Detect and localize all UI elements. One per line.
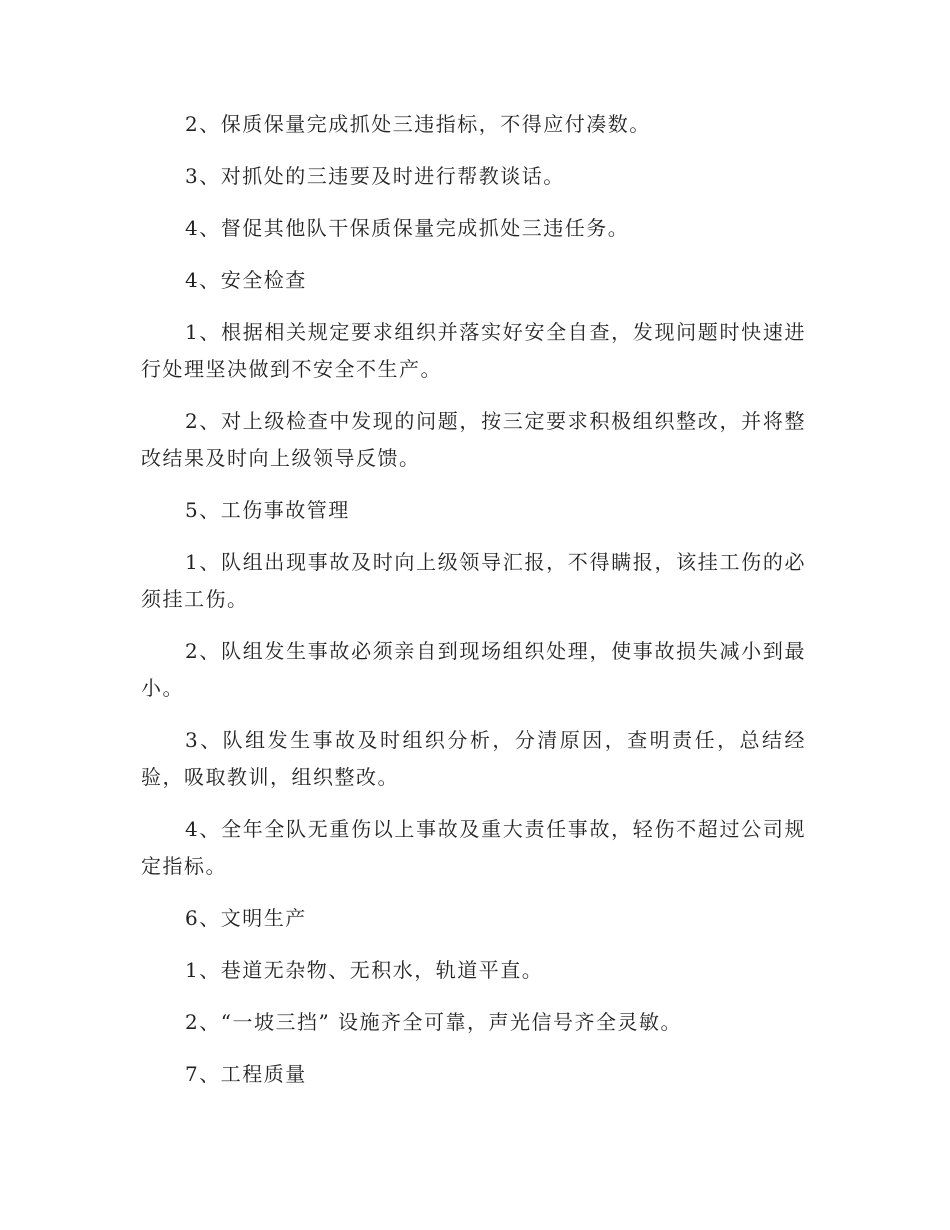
paragraph-9: 2、队组发生事故必须亲自到现场组织处理，使事故损失减小到最小。 <box>141 639 806 700</box>
paragraph-6: 2、对上级检查中发现的问题，按三定要求积极组织整改，并将整改结果及时向上级领导反馈。 <box>141 409 806 470</box>
section-heading-engineering-quality: 7、工程质量 <box>185 1062 307 1086</box>
section-heading-safety-check: 4、安全检查 <box>185 268 307 292</box>
paragraph-11: 4、全年全队无重伤以上事故及重大责任事故，轻伤不超过公司规定指标。 <box>141 817 806 878</box>
paragraph-14: 2、“一坡三挡” 设施齐全可靠，声光信号齐全灵敏。 <box>185 1010 683 1034</box>
paragraph-5: 1、根据相关规定要求组织并落实好安全自查，发现问题时快速进行处理坚决做到不安全不生产。 <box>141 320 806 381</box>
paragraph-3: 4、督促其他队干保质保量完成抓处三违任务。 <box>185 216 630 240</box>
paragraph-1: 2、保质保量完成抓处三违指标，不得应付凑数。 <box>185 112 651 136</box>
paragraph-8: 1、队组出现事故及时向上级领导汇报，不得瞒报，该挂工伤的必须挂工伤。 <box>141 550 806 611</box>
paragraph-2: 3、对抓处的三违要及时进行帮教谈话。 <box>185 164 565 188</box>
section-heading-civilized-production: 6、文明生产 <box>185 906 307 930</box>
paragraph-13: 1、巷道无杂物、无积水，轨道平直。 <box>185 958 544 982</box>
section-heading-injury-management: 5、工伤事故管理 <box>185 498 350 522</box>
document-body <box>141 106 806 1108</box>
paragraph-10: 3、队组发生事故及时组织分析，分清原因，查明责任，总结经验，吸取教训，组织整改。 <box>141 728 806 789</box>
